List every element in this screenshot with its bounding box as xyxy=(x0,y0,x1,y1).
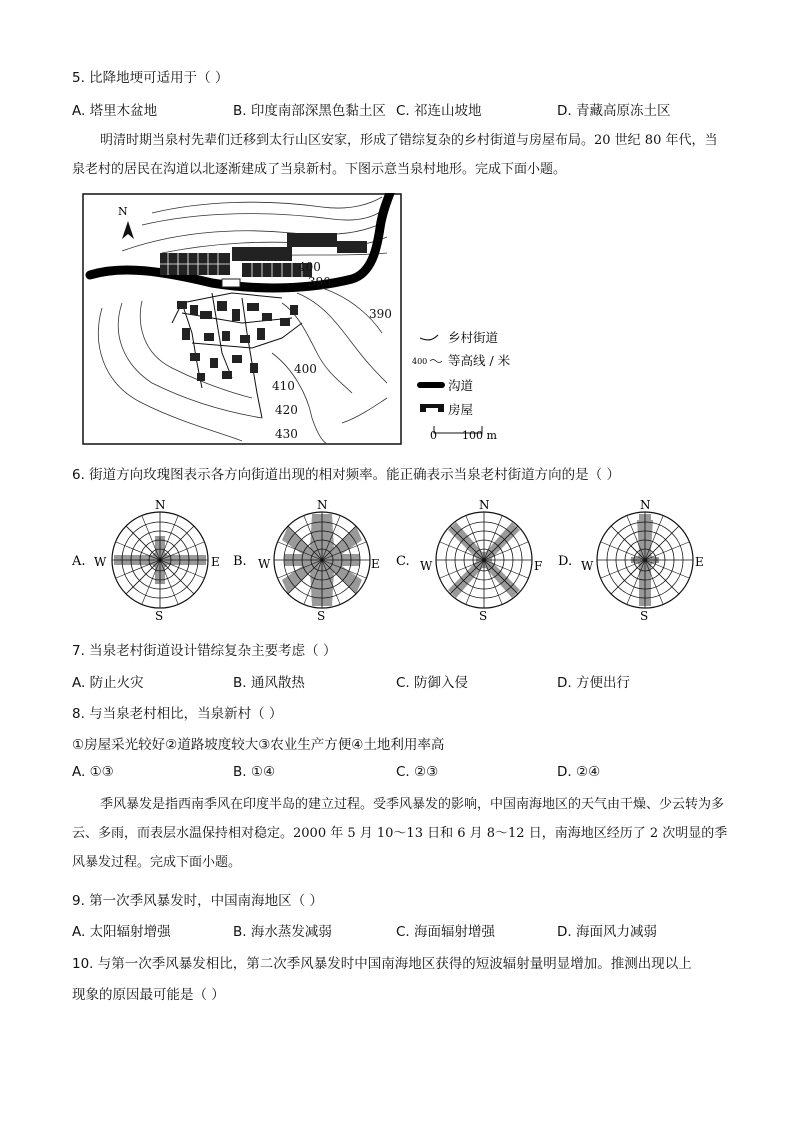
map-legend xyxy=(412,330,511,442)
svg-text:E: E xyxy=(371,557,380,571)
q5-stem: 5. 比降地埂可适用于（ ） xyxy=(72,70,229,86)
street-rose-diagrams xyxy=(68,494,728,626)
q8-stem: 8. 与当泉老村相比，当泉新村（ ） xyxy=(72,706,283,722)
passage-village: 明清时期当泉村先辈们迁移到太行山区安家，形成了错综复杂的乡村街道与房屋布局。20 世纪 80 年代，当泉老村的居民在沟道以北逐渐建成了当泉新村。下图示意当泉村地形。完成下面小题。 xyxy=(72,133,718,177)
svg-text:W: W xyxy=(581,559,594,573)
village-terrain-map xyxy=(82,193,534,448)
q5-option-b[interactable]: B. 印度南部深黑色黏土区 xyxy=(233,103,386,119)
q9-option-a[interactable]: A. 太阳辐射增强 xyxy=(72,924,171,940)
svg-text:乡村街道: 乡村街道 xyxy=(448,330,499,345)
q7-option-a[interactable]: A. 防止火灾 xyxy=(72,675,144,691)
svg-text:410: 410 xyxy=(272,379,295,393)
svg-text:E: E xyxy=(695,555,704,569)
contour-legend-icon xyxy=(430,360,442,363)
svg-text:S: S xyxy=(317,609,326,623)
svg-text:F: F xyxy=(534,559,543,573)
passage-monsoon: 季风暴发是指西南季风在印度半岛的建立过程。受季风暴发的影响，中国南海地区的天气由干燥、少云转为多云、多雨，而表层水温保持相对稳定。2000 年 5 月 10～13 日和 6 月 8～12 日，南海地区经历了 2 次明显的季风暴发过程。完成下面小题。 xyxy=(72,797,728,870)
rose-c-label: C. xyxy=(396,554,410,569)
svg-text:E: E xyxy=(211,555,220,569)
svg-text:W: W xyxy=(94,555,107,569)
svg-text:0: 0 xyxy=(430,429,437,442)
house-legend-icon xyxy=(420,404,444,412)
svg-text:N: N xyxy=(155,498,166,512)
q8-option-a[interactable]: A. ①③ xyxy=(72,764,114,780)
q9-option-d[interactable]: D. 海面风力减弱 xyxy=(557,924,657,940)
q5-option-d[interactable]: D. 青藏高原冻土区 xyxy=(557,103,671,119)
q8-option-b[interactable]: B. ①④ xyxy=(233,764,276,780)
q10-stem-line1: 10. 与第一次季风暴发相比，第二次季风暴发时中国南海地区获得的短波辐射量明显增加。推测出现以上 xyxy=(72,956,692,972)
svg-text:N: N xyxy=(479,498,490,512)
svg-text:N: N xyxy=(317,498,328,512)
q8-option-c[interactable]: C. ②③ xyxy=(396,764,439,780)
rose-d-label: D. xyxy=(558,554,573,569)
rose-c xyxy=(436,512,532,608)
svg-text:S: S xyxy=(155,609,164,623)
rose-b-label: B. xyxy=(233,554,247,569)
svg-text:100 m: 100 m xyxy=(462,429,497,442)
svg-text:等高线 / 米: 等高线 / 米 xyxy=(448,353,511,368)
q5-option-c[interactable]: C. 祁连山坡地 xyxy=(396,103,482,119)
q7-option-d[interactable]: D. 方便出行 xyxy=(557,675,630,691)
q9-option-b[interactable]: B. 海水蒸发减弱 xyxy=(233,924,332,940)
svg-text:400: 400 xyxy=(294,362,317,376)
svg-text:W: W xyxy=(420,559,433,573)
q9-stem: 9. 第一次季风暴发时，中国南海地区（ ） xyxy=(72,893,323,909)
svg-text:N: N xyxy=(640,498,651,512)
svg-text:S: S xyxy=(640,609,649,623)
q6-stem: 6. 街道方向玫瑰图表示各方向街道出现的相对频率。能正确表示当泉老村街道方向的是（ ） xyxy=(72,467,620,483)
q7-stem: 7. 当泉老村街道设计错综复杂主要考虑（ ） xyxy=(72,643,337,659)
svg-text:房屋: 房屋 xyxy=(448,402,474,417)
q7-option-c[interactable]: C. 防御入侵 xyxy=(396,675,469,691)
svg-text:420: 420 xyxy=(275,403,298,417)
svg-text:400: 400 xyxy=(412,357,428,366)
street-legend-icon xyxy=(420,335,438,340)
svg-text:430: 430 xyxy=(275,427,298,441)
svg-text:390: 390 xyxy=(369,307,392,321)
svg-text:S: S xyxy=(479,609,488,623)
q7-option-b[interactable]: B. 通风散热 xyxy=(233,675,305,691)
svg-text:400: 400 xyxy=(298,260,321,274)
rose-a-label: A. xyxy=(72,554,86,569)
q5-option-a[interactable]: A. 塔里木盆地 xyxy=(72,103,158,119)
rose-a xyxy=(112,512,208,608)
q9-option-c[interactable]: C. 海面辐射增强 xyxy=(396,924,496,940)
rose-d xyxy=(597,512,693,608)
q10-stem-line2: 现象的原因最可能是（ ） xyxy=(72,987,225,1003)
q8-statements: ①房屋采光较好②道路坡度较大③农业生产方便④土地利用率高 xyxy=(72,737,445,753)
svg-text:390: 390 xyxy=(308,275,331,289)
rose-b xyxy=(274,512,370,608)
q8-option-d[interactable]: D. ②④ xyxy=(557,764,601,780)
svg-text:沟道: 沟道 xyxy=(448,378,474,393)
svg-text:W: W xyxy=(258,557,271,571)
svg-text:N: N xyxy=(118,205,128,218)
